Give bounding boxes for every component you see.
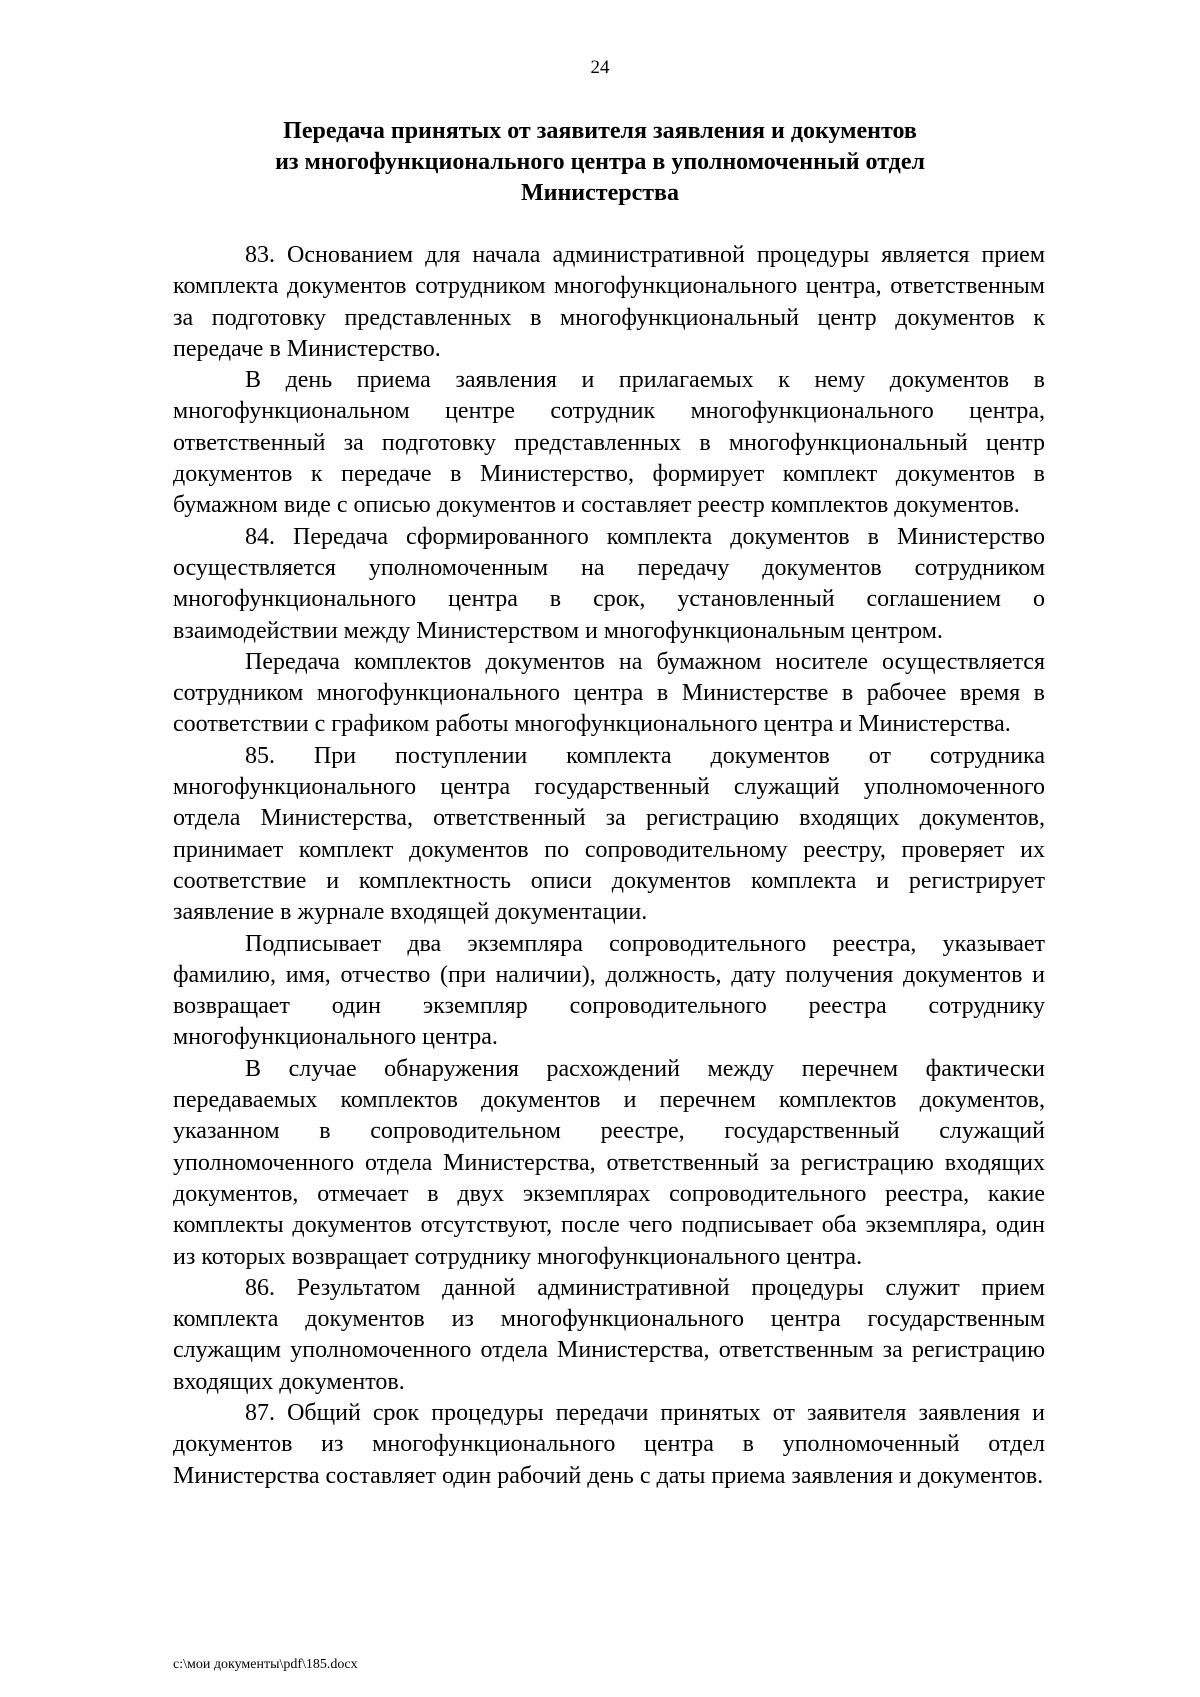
paragraph-84: 84. Передача сформированного комплекта документов в Министерство осуществляется уполномоченным на передачу документов сотрудником многофункционального центра в срок, установленный соглашением о взаимодействии между Министерством и многофункциональным центром.	[173, 523, 1045, 644]
section-title	[200, 116, 1000, 209]
paragraph-85-discrepancy: В случае обнаружения расхождений между перечнем фактически передаваемых комплектов документов и перечнем комплектов документов, указанном в сопроводительном реестре, государственный служащий уполномоченного отдела Министерства, ответственный за регистрацию входящих документов, отмечает в двух экземплярах сопроводительного реестра, какие комплекты документов отсутствуют, после чего подписывает оба экземпляра, один из которых возвращает сотруднику многофункционального центра.	[173, 1055, 1045, 1270]
paragraph-85: 85. При поступлении комплекта документов от сотрудника многофункционального центра государственный служащий уполномоченного отдела Министерства, ответственный за регистрацию входящих документов, принимает комплект документов по сопроводительному реестру, проверяет их соответствие и комплектность описи документов комплекта и регистрирует заявление в журнале входящей документации.	[173, 742, 1045, 926]
page-number: 24	[590, 57, 610, 78]
paragraph-86: 86. Результатом данной административной процедуры служит прием комплекта документов из многофункционального центра государственным служащим уполномоченного отдела Министерства, ответственным за регистрацию входящих документов.	[173, 1274, 1045, 1395]
body-text	[173, 240, 1045, 1492]
section-title-line-2: из многофункционального центра в уполномоченный отдел	[275, 149, 925, 175]
footer-file-path: c:\мои документы\pdf\185.docx	[173, 1657, 358, 1672]
paragraph-83: 83. Основанием для начала административной процедуры является прием комплекта документов сотрудником многофункционального центра, ответственным за подготовку представленных в многофункциональный центр документов к передаче в Министерство.	[173, 242, 1045, 362]
paragraph-84-continued: Передача комплектов документов на бумажном носителе осуществляется сотрудником многофункционального центра в Министерстве в рабочее время в соответствии с графиком работы многофункционального центра и Министерства.	[173, 648, 1045, 738]
section-title-line-3: Министерства	[521, 180, 679, 206]
section-title-line-1: Передача принятых от заявителя заявления и документов	[283, 118, 917, 144]
paragraph-85-signing: Подписывает два экземпляра сопроводительного реестра, указывает фамилию, имя, отчество (при наличии), должность, дату получения документов и возвращает один экземпляр сопроводительного реестра сотруднику многофункционального центра.	[173, 930, 1045, 1051]
paragraph-83-continued: В день приема заявления и прилагаемых к нему документов в многофункциональном центре сотрудник многофункционального центра, ответственный за подготовку представленных в многофункциональный центр документов к передаче в Министерство, формирует комплект документов в бумажном виде с описью документов и составляет реестр комплектов документов.	[173, 367, 1045, 519]
paragraph-87: 87. Общий срок процедуры передачи принятых от заявителя заявления и документов из многофункционального центра в уполномоченный отдел Министерства составляет один рабочий день с даты приема заявления и документов.	[173, 1399, 1045, 1489]
